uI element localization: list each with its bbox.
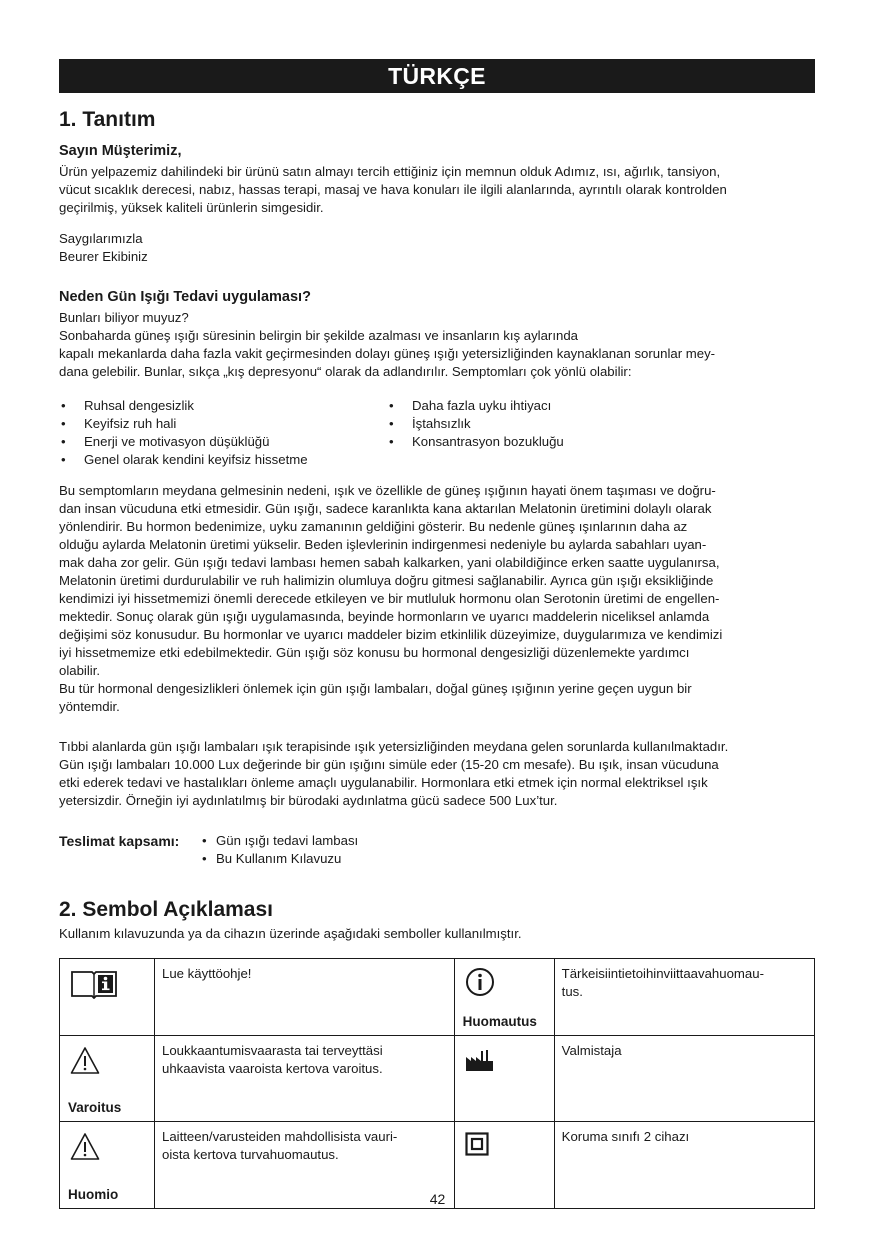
body-line: iyi hissetmemize etki edebilmektedir. Gün ışığı söz konusu bu hormonal dengesizliği düzenlemekte yardımcı bbox=[59, 645, 690, 660]
section-2-title: 2. Sembol Açıklaması bbox=[59, 898, 273, 921]
symbol-cell bbox=[60, 1036, 155, 1122]
symbol-cell bbox=[454, 959, 554, 1036]
list-item: • Daha fazla uyku ihtiyacı bbox=[387, 397, 564, 415]
section-2-intro bbox=[59, 925, 819, 943]
symbol-description bbox=[155, 959, 455, 1036]
medical-paragraph bbox=[59, 738, 819, 810]
why-line: kapalı mekanlarda daha fazla vakit geçirmesinden dolayı güneş ışığı yetersizliğinden kaynaklanan sorunlar mey- bbox=[59, 346, 716, 361]
signoff-line: Beurer Ekibiniz bbox=[59, 249, 148, 264]
page-number: 42 bbox=[429, 1191, 446, 1207]
body-line: yöntemdir. bbox=[59, 699, 120, 714]
section-2-intro-line: Kullanım kılavuzunda ya da cihazın üzerinde aşağıdaki semboller kullanılmıştır. bbox=[59, 926, 522, 941]
list-item: • Genel olarak kendini keyifsiz hissetme bbox=[59, 451, 308, 469]
language-banner: TÜRKÇE bbox=[59, 59, 815, 93]
body-line: dan insan vücuduna etki etmesidir. Gün ışığı, sadece karanlıkta kana aktarılan Melatonin üretimini dolaylı olarak bbox=[59, 501, 712, 516]
signoff-line: Saygılarımızla bbox=[59, 231, 143, 246]
delivery-label: Teslimat kapsamı: bbox=[59, 833, 180, 849]
medical-line: Gün ışığı lambaları 10.000 Lux değerinde bir gün ışığını simüle eder (15-20 cm mesafe). Bu ışık, insan vücuduna bbox=[59, 757, 719, 772]
manual-book-icon bbox=[70, 969, 118, 1004]
description-line: Valmistaja bbox=[561, 1043, 622, 1058]
signoff bbox=[59, 230, 819, 266]
body-line: kendimizi iyi hissetmemizi önemli derecede etkileyen ve bir mutluluk hormonu olan Serotonin üretimi de engellen- bbox=[59, 591, 720, 606]
list-item: • Ruhsal dengesizlik bbox=[59, 397, 308, 415]
symbol-description bbox=[155, 1036, 455, 1122]
intro-line: geçirilmiş, yüksek kaliteli ürünlerin simgesidir. bbox=[59, 200, 324, 215]
greeting: Sayın Müşterimiz, bbox=[59, 143, 182, 159]
why-title: Neden Gün Işığı Tedavi uygulaması? bbox=[59, 289, 311, 305]
description-line: oista kertova turvahuomautus. bbox=[162, 1147, 339, 1162]
list-item: • Bu Kullanım Kılavuzu bbox=[202, 850, 358, 868]
symptoms-list-left bbox=[59, 397, 308, 469]
medical-line: yetersizdir. Örneğin iyi aydınlatılmış bir bürodaki aydınlatma gücü sadece 500 Lux’tur. bbox=[59, 793, 558, 808]
medical-line: etki ederek tedavi ve hastalıkları önleme amaçlı uygulanabilir. Hormonlara etki etmek için normal elektriksel ışık bbox=[59, 775, 708, 790]
body-line: olabilir. bbox=[59, 663, 101, 678]
description-line: Tärkeisiintietoihinviittaavahuomau- bbox=[561, 966, 764, 981]
intro-line: vücut sıcaklık derecesi, nabız, hassas terapi, masaj ve hava konuları ile ilgili alanlarında, ayrıntılı olarak kontrolden bbox=[59, 182, 727, 197]
symbol-table bbox=[59, 958, 815, 1209]
body-line: Bu semptomların meydana gelmesinin nedeni, ışık ve özellikle de güneş ışığının hayati önem taşıması ve doğru- bbox=[59, 483, 716, 498]
info-circle-icon bbox=[465, 967, 495, 1002]
symbol-description bbox=[554, 959, 814, 1036]
why-line: Bunları biliyor muyuz? bbox=[59, 310, 189, 325]
list-item: • Keyifsiz ruh hali bbox=[59, 415, 308, 433]
intro-line: Ürün yelpazemiz dahilindeki bir ürünü satın almayı tercih ettiğiniz için memnun olduk Adımız, ısı, ağırlık, tansiyon, bbox=[59, 164, 721, 179]
body-line: mektedir. Sonuç olarak gün ışığı uygulamasında, beyinde hormonların ve uyarıcı maddelerin niceliksel anlamda bbox=[59, 609, 710, 624]
body-line: olduğu aylarda Melatonin üretimi yükselir. Beden işlevlerinin indirgenmesi nedeniyle bu aylarda sabahları uyan- bbox=[59, 537, 707, 552]
why-line: dana gelebilir. Bunlar, sıkça „kış depresyonu“ olarak da adlandırılır. Semptomları çok yönlü olabilir: bbox=[59, 364, 632, 379]
warning-triangle-icon bbox=[70, 1046, 100, 1081]
symptoms-list-right bbox=[387, 397, 564, 451]
list-item: • Enerji ve motivasyon düşüklüğü bbox=[59, 433, 308, 451]
section-1-title: 1. Tanıtım bbox=[59, 108, 156, 131]
protection-class-2-icon bbox=[465, 1132, 489, 1161]
caution-triangle-icon bbox=[70, 1132, 100, 1167]
body-line: yönlendirir. Bu hormon bedenimize, uyku zamanının geldiğini gösterir. Bu nedenle güneş ışınlarının daha az bbox=[59, 519, 688, 534]
medical-line: Tıbbi alanlarda gün ışığı lambaları ışık terapisinde ışık yetersizliğinden meydana gelen sorunlarda kullanılmaktadır. bbox=[59, 739, 729, 754]
list-item: • Konsantrasyon bozukluğu bbox=[387, 433, 564, 451]
description-line: Loukkaantumisvaarasta tai terveyttäsi bbox=[162, 1043, 383, 1058]
body-line: Melatonin üretimi durdurulabilir ve ruh halimizin olumluya doğru gitmesi sağlanabilir. Ayrıca gün ışığı eksikliğinde bbox=[59, 573, 714, 588]
body-line: Bu tür hormonal dengesizlikleri önlemek için gün ışığı lambaları, doğal güneş ışığının yerine geçen uygun bir bbox=[59, 681, 692, 696]
symbol-cell bbox=[454, 1036, 554, 1122]
why-paragraph bbox=[59, 309, 819, 381]
symbol-cell bbox=[60, 959, 155, 1036]
manufacturer-icon bbox=[465, 1048, 495, 1077]
symbol-caption: Varoitus bbox=[68, 1100, 122, 1115]
symbol-caption: Huomautus bbox=[462, 1014, 537, 1029]
body-paragraph bbox=[59, 482, 819, 716]
symbol-description bbox=[554, 1036, 814, 1122]
body-line: mak daha zor gelir. Gün ışığı tedavi lambası hemen sabah kalkarken, yani olabildiğince erken saatte uygulanırsa, bbox=[59, 555, 720, 570]
delivery-list bbox=[202, 832, 358, 868]
description-line: tus. bbox=[561, 984, 583, 999]
body-line: değişimi söz konusudur. Bu hormonlar ve uyarıcı maddeler bizim etkinlilik düzeyimize, duygularımıza ve kendimizi bbox=[59, 627, 723, 642]
list-item: • Gün ışığı tedavi lambası bbox=[202, 832, 358, 850]
why-line: Sonbaharda güneş ışığı süresinin belirgin bir şekilde azalması ve insanların kış aylarında bbox=[59, 328, 578, 343]
description-line: Koruma sınıfı 2 cihazı bbox=[561, 1129, 690, 1144]
table-row bbox=[60, 959, 815, 1036]
table-row bbox=[60, 1036, 815, 1122]
description-line: uhkaavista vaaroista kertova varoitus. bbox=[162, 1061, 383, 1076]
symbol-caption: Huomio bbox=[68, 1187, 119, 1202]
list-item: • İştahsızlık bbox=[387, 415, 564, 433]
description-line: Lue käyttöohje! bbox=[162, 966, 252, 981]
description-line: Laitteen/varusteiden mahdollisista vauri- bbox=[162, 1129, 398, 1144]
intro-paragraph bbox=[59, 163, 819, 217]
